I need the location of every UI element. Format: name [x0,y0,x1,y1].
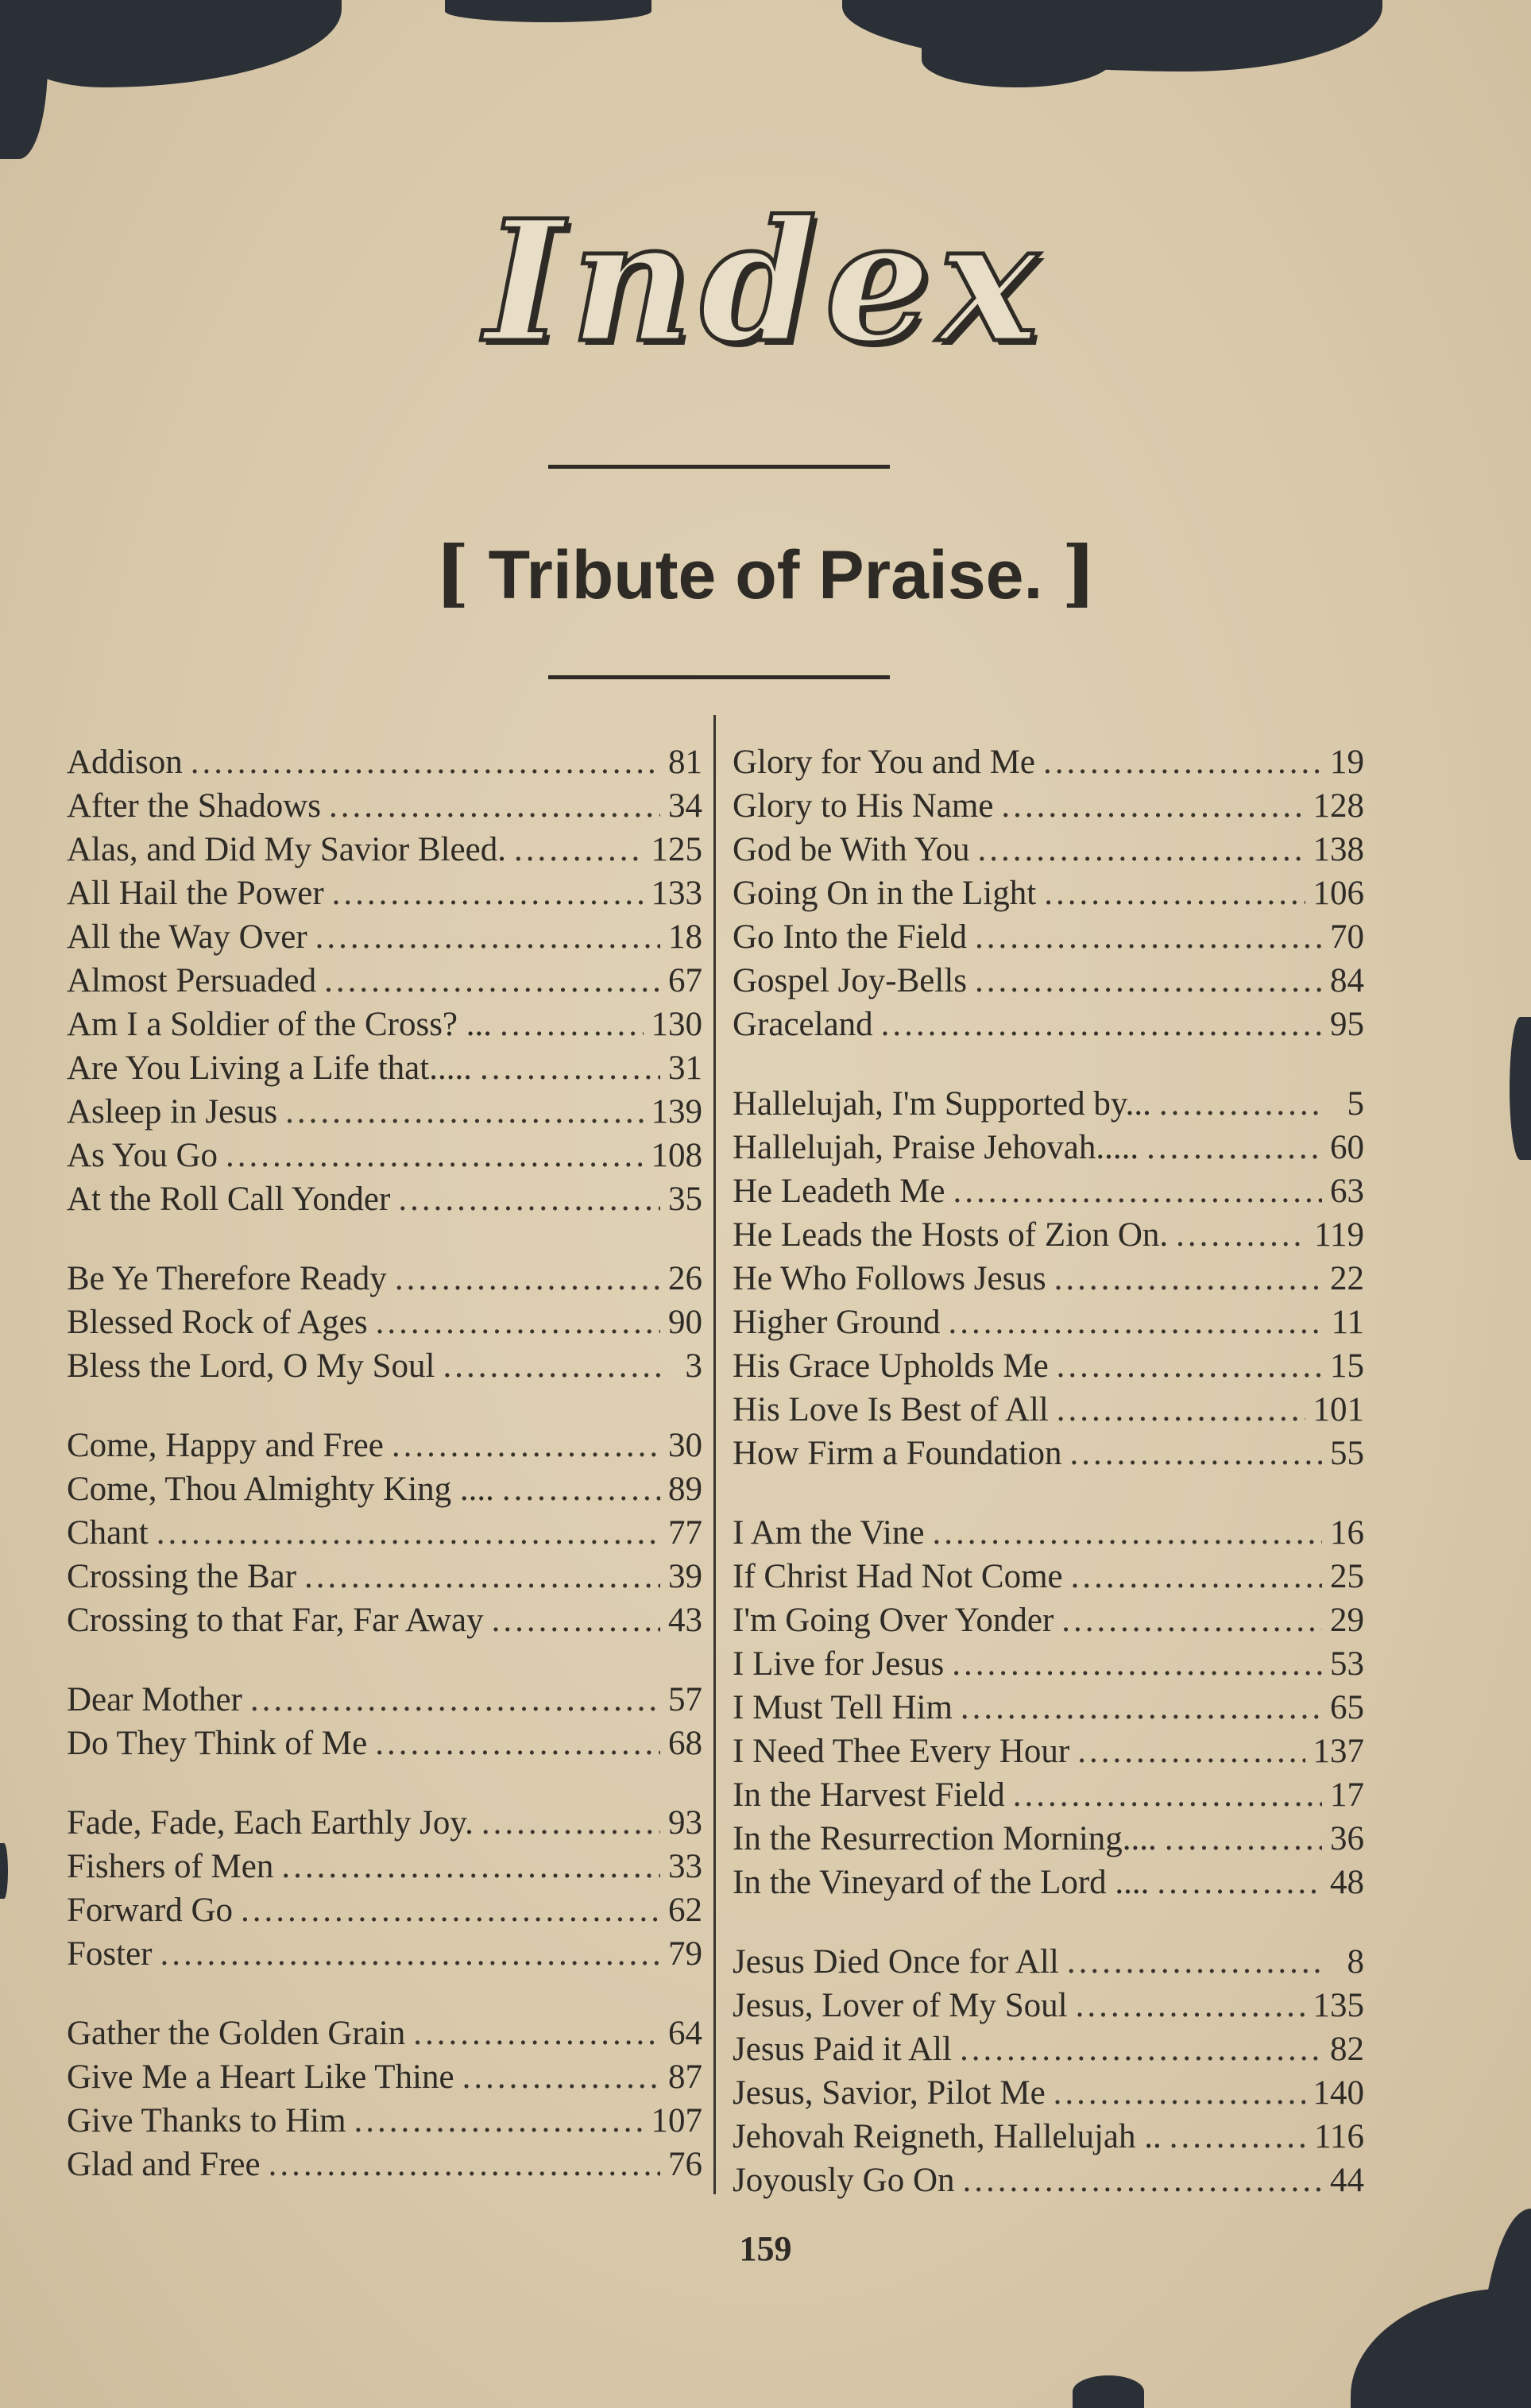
entry-title: All the Way Over [67,918,307,956]
entry-title: Jesus, Lover of My Soul [733,1987,1068,2024]
entry-title: Jesus, Savior, Pilot Me [733,2074,1046,2112]
entry-page-number: 19 [1330,744,1364,781]
entry-title: Go Into the Field [733,918,967,956]
entry-page-number: 76 [668,2146,702,2183]
group-spacer [67,1221,702,1257]
dot-leader [953,1169,1322,1213]
dot-leader [1054,2071,1305,2115]
entry-title: Are You Living a Life that..... [67,1049,472,1087]
entry-title: Come, Thou Almighty King .... [67,1471,494,1508]
entry-title: As You Go [67,1137,218,1174]
index-entry [67,1301,702,1344]
index-entry [67,915,702,959]
entry-title: Higher Ground [733,1304,941,1341]
dot-leader [1176,1213,1306,1257]
index-entry [733,1555,1364,1598]
entry-page-number: 62 [668,1892,702,1929]
entry-title: Glad and Free [67,2146,261,2183]
dot-leader [304,1555,660,1598]
index-column-left [67,740,702,2186]
index-entry [67,1722,702,1765]
entry-page-number: 119 [1314,1216,1364,1254]
entry-page-number: 84 [1330,962,1364,999]
entry-title: After the Shadows [67,787,322,825]
dot-leader [963,2159,1322,2202]
entry-title: Give Me a Heart Like Thine [67,2058,454,2096]
entry-title: Fade, Fade, Each Earthly Joy. [67,1804,474,1842]
entry-page-number: 22 [1330,1260,1364,1297]
entry-page-number: 139 [651,1093,702,1131]
dot-leader [1054,1257,1322,1301]
group-spacer [733,1046,1364,1082]
entry-title: Bless the Lord, O My Soul [67,1347,435,1385]
subtitle-text: Tribute of Praise. [488,537,1043,613]
dot-leader [975,959,1322,1003]
entry-page-number: 3 [685,1347,702,1385]
entry-page-number: 106 [1313,875,1364,912]
index-entry [733,740,1364,784]
index-entry [67,2055,702,2099]
dot-leader [269,2143,660,2186]
entry-page-number: 108 [651,1137,702,1174]
index-entry [67,872,702,915]
index-entry [733,2115,1364,2159]
entry-title: Blessed Rock of Ages [67,1304,368,1341]
entry-title: His Love Is Best of All [733,1391,1049,1428]
entry-title: Glory to His Name [733,787,994,825]
index-entry [733,1169,1364,1213]
entry-page-number: 8 [1347,1943,1364,1981]
dot-leader [285,1090,643,1134]
dot-leader [332,872,644,915]
entry-title: Addison [67,744,183,781]
dot-leader [1001,784,1305,828]
entry-title: Glory for You and Me [733,744,1036,781]
dot-leader [1057,1388,1305,1432]
index-column-right [733,740,1364,2202]
entry-page-number: 39 [668,1558,702,1595]
dot-leader [514,828,644,872]
dot-leader [978,828,1305,872]
entry-title: At the Roll Call Yonder [67,1181,391,1218]
entry-title: Jesus Paid it All [733,2031,952,2068]
entry-page-number: 34 [668,787,702,825]
entry-page-number: 63 [1330,1173,1364,1210]
entry-page-number: 48 [1330,1864,1364,1901]
index-entry [67,1845,702,1888]
entry-page-number: 65 [1330,1689,1364,1726]
entry-title: Gospel Joy-Bells [733,962,968,999]
dot-leader [191,740,660,784]
dot-leader [481,1801,660,1845]
index-entry [733,2027,1364,2071]
entry-title: Gather the Golden Grain [67,2015,406,2052]
index-entry [67,959,702,1003]
subtitle-close-bracket: ] [1061,530,1096,616]
entry-page-number: 5 [1347,1085,1364,1123]
dot-leader [160,1932,661,1976]
group-spacer [67,1388,702,1424]
entry-title: He Leadeth Me [733,1173,945,1210]
index-entry [67,1177,702,1221]
dot-leader [961,1686,1322,1730]
index-entry [733,1773,1364,1817]
entry-title: God be With You [733,831,970,868]
torn-edge [0,0,342,87]
entry-title: Joyously Go On [733,2162,955,2199]
index-entry [733,1686,1364,1730]
entry-title: I Must Tell Him [733,1689,953,1726]
dot-leader [492,1598,660,1642]
entry-title: He Leads the Hosts of Zion On. [733,1216,1169,1254]
entry-page-number: 93 [668,1804,702,1842]
index-entry [733,1344,1364,1388]
dot-leader [250,1678,660,1722]
dot-leader [226,1134,644,1177]
entry-page-number: 95 [1330,1006,1364,1043]
entry-title: Chant [67,1514,149,1552]
index-entry [733,1730,1364,1773]
entry-title: Fishers of Men [67,1848,274,1885]
torn-edge [0,1843,8,1899]
dot-leader [157,1511,660,1555]
torn-edge [922,32,1112,87]
entry-title: Forward Go [67,1892,233,1929]
entry-page-number: 140 [1313,2074,1364,2112]
entry-page-number: 35 [668,1181,702,1218]
book-subtitle [0,530,1531,616]
dot-leader [375,1722,660,1765]
index-entry [733,1940,1364,1984]
dot-leader [1170,2115,1306,2159]
entry-title: In the Harvest Field [733,1776,1005,1814]
entry-title: Asleep in Jesus [67,1093,278,1131]
dot-leader [329,784,660,828]
index-entry [733,828,1364,872]
entry-page-number: 68 [668,1725,702,1762]
index-entry [733,959,1364,1003]
dot-leader [1013,1773,1322,1817]
dot-leader [1069,1432,1322,1475]
entry-title: Foster [67,1935,153,1973]
dot-leader [1071,1555,1322,1598]
entry-page-number: 77 [668,1514,702,1552]
index-entry [733,1642,1364,1686]
entry-page-number: 64 [668,2015,702,2052]
entry-title: Alas, and Did My Savior Bleed. [67,831,506,868]
entry-page-number: 70 [1330,918,1364,956]
dot-leader [324,959,660,1003]
entry-page-number: 25 [1330,1558,1364,1595]
index-entry [733,1213,1364,1257]
entry-page-number: 107 [651,2102,702,2139]
entry-title: Going On in the Light [733,875,1037,912]
dot-leader [398,1177,660,1221]
dot-leader [1077,1730,1305,1773]
entry-page-number: 57 [668,1681,702,1718]
index-entry [733,1003,1364,1046]
index-entry [67,1555,702,1598]
entry-title: Dear Mother [67,1681,242,1718]
index-entry [733,1126,1364,1169]
entry-page-number: 116 [1314,2118,1364,2155]
entry-title: I Live for Jesus [733,1645,945,1683]
entry-page-number: 89 [668,1471,702,1508]
dot-leader [932,1511,1322,1555]
dot-leader [975,915,1322,959]
index-entry [67,1801,702,1845]
dot-leader [1043,740,1322,784]
index-entry [67,2012,702,2055]
dot-leader [315,915,660,959]
index-entry [67,1257,702,1301]
entry-page-number: 43 [668,1602,702,1639]
entry-page-number: 29 [1330,1602,1364,1639]
index-entry [733,1257,1364,1301]
index-entry [67,2099,702,2143]
index-entry [67,1932,702,1976]
page-title: Index [485,184,1046,380]
entry-page-number: 125 [651,831,702,868]
dot-leader [1146,1126,1322,1169]
dot-leader [1157,1861,1322,1904]
entry-page-number: 137 [1313,1733,1364,1770]
entry-page-number: 60 [1330,1129,1364,1166]
dot-leader [395,1257,660,1301]
entry-page-number: 128 [1313,787,1364,825]
index-entry [67,2143,702,2186]
entry-page-number: 138 [1313,831,1364,868]
entry-title: Crossing to that Far, Far Away [67,1602,484,1639]
index-entry [733,1301,1364,1344]
entry-page-number: 82 [1330,2031,1364,2068]
dot-leader [1044,872,1305,915]
index-entry [67,784,702,828]
entry-title: His Grace Upholds Me [733,1347,1049,1385]
entry-title: I'm Going Over Yonder [733,1602,1054,1639]
divider-rule [548,675,890,679]
entry-title: Jesus Died Once for All [733,1943,1059,1981]
entry-page-number: 81 [668,744,702,781]
entry-page-number: 18 [668,918,702,956]
divider-rule [548,465,890,469]
entry-page-number: 16 [1330,1514,1364,1552]
entry-page-number: 11 [1331,1304,1364,1341]
entry-page-number: 15 [1330,1347,1364,1385]
entry-page-number: 87 [668,2058,702,2096]
group-spacer [733,1475,1364,1511]
index-entry [733,2071,1364,2115]
index-entry [67,1598,702,1642]
entry-page-number: 79 [668,1935,702,1973]
index-entry [67,1678,702,1722]
entry-title: In the Vineyard of the Lord .... [733,1864,1150,1901]
entry-page-number: 135 [1313,1987,1364,2024]
subtitle-open-bracket: [ [435,530,470,616]
index-entry [67,1424,702,1467]
index-entry [733,915,1364,959]
dot-leader [949,1301,1324,1344]
index-entry [67,828,702,872]
entry-title: If Christ Had Not Come [733,1558,1063,1595]
dot-leader [1067,1940,1324,1984]
entry-title: I Need Thee Every Hour [733,1733,1070,1770]
entry-page-number: 55 [1330,1435,1364,1472]
dot-leader [1165,1817,1322,1861]
entry-title: Hallelujah, I'm Supported by... [733,1085,1151,1123]
index-entry [67,1134,702,1177]
entry-page-number: 26 [668,1260,702,1297]
entry-page-number: 36 [1330,1820,1364,1857]
index-entry [733,1861,1364,1904]
index-entry [67,1090,702,1134]
dot-leader [881,1003,1322,1046]
index-entry [67,1344,702,1388]
dot-leader [1057,1344,1322,1388]
entry-title: He Who Follows Jesus [733,1260,1046,1297]
dot-leader [960,2027,1322,2071]
dot-leader [502,1467,660,1511]
entry-title: How Firm a Foundation [733,1435,1062,1472]
index-entry [67,1046,702,1090]
dot-leader [1061,1598,1322,1642]
index-entry [67,740,702,784]
entry-title: Do They Think of Me [67,1725,368,1762]
dot-leader [952,1642,1322,1686]
torn-edge [1073,2375,1144,2408]
index-entry [733,1598,1364,1642]
entry-page-number: 101 [1313,1391,1364,1428]
group-spacer [733,1904,1364,1940]
entry-title: I Am the Vine [733,1514,925,1552]
torn-edge [0,0,48,159]
entry-title: Jehovah Reigneth, Hallelujah .. [733,2118,1162,2155]
dot-leader [281,1845,660,1888]
entry-page-number: 33 [668,1848,702,1885]
entry-page-number: 31 [668,1049,702,1087]
dot-leader [241,1888,660,1932]
entry-title: Almost Persuaded [67,962,317,999]
group-spacer [67,1976,702,2012]
entry-page-number: 130 [651,1006,702,1043]
torn-edge [445,0,651,22]
index-entry [67,1511,702,1555]
dot-leader [1159,1082,1324,1126]
index-entry [733,1388,1364,1432]
entry-page-number: 44 [1330,2162,1364,2199]
index-entry [67,1003,702,1046]
entry-page-number: 90 [668,1304,702,1341]
index-entry [733,1817,1364,1861]
group-spacer [67,1642,702,1678]
index-entry [733,2159,1364,2202]
dot-leader [376,1301,660,1344]
dot-leader [500,1003,643,1046]
index-entry [67,1467,702,1511]
entry-title: Crossing the Bar [67,1558,297,1595]
index-entry [733,784,1364,828]
dot-leader [443,1344,663,1388]
dot-leader [413,2012,660,2055]
page-number: 159 [739,2229,792,2268]
dot-leader [1076,1984,1305,2027]
index-entry [733,1432,1364,1475]
index-entry [733,872,1364,915]
entry-title: Graceland [733,1006,873,1043]
entry-title: Hallelujah, Praise Jehovah..... [733,1129,1139,1166]
entry-title: All Hail the Power [67,875,324,912]
dot-leader [354,2099,644,2143]
entry-title: Give Thanks to Him [67,2102,346,2139]
dot-leader [480,1046,660,1090]
entry-title: Am I a Soldier of the Cross? ... [67,1006,493,1043]
entry-page-number: 67 [668,962,702,999]
torn-edge [1510,1017,1531,1160]
entry-page-number: 53 [1330,1645,1364,1683]
index-entry [733,1511,1364,1555]
dot-leader [392,1424,660,1467]
group-spacer [67,1765,702,1801]
index-entry [67,1888,702,1932]
entry-page-number: 30 [668,1427,702,1464]
entry-page-number: 17 [1330,1776,1364,1814]
column-separator [713,715,716,2194]
entry-title: In the Resurrection Morning.... [733,1820,1157,1857]
entry-title: Be Ye Therefore Ready [67,1260,387,1297]
index-entry [733,1984,1364,2027]
dot-leader [462,2055,660,2099]
index-entry [733,1082,1364,1126]
entry-title: Come, Happy and Free [67,1427,384,1464]
entry-page-number: 133 [651,875,702,912]
